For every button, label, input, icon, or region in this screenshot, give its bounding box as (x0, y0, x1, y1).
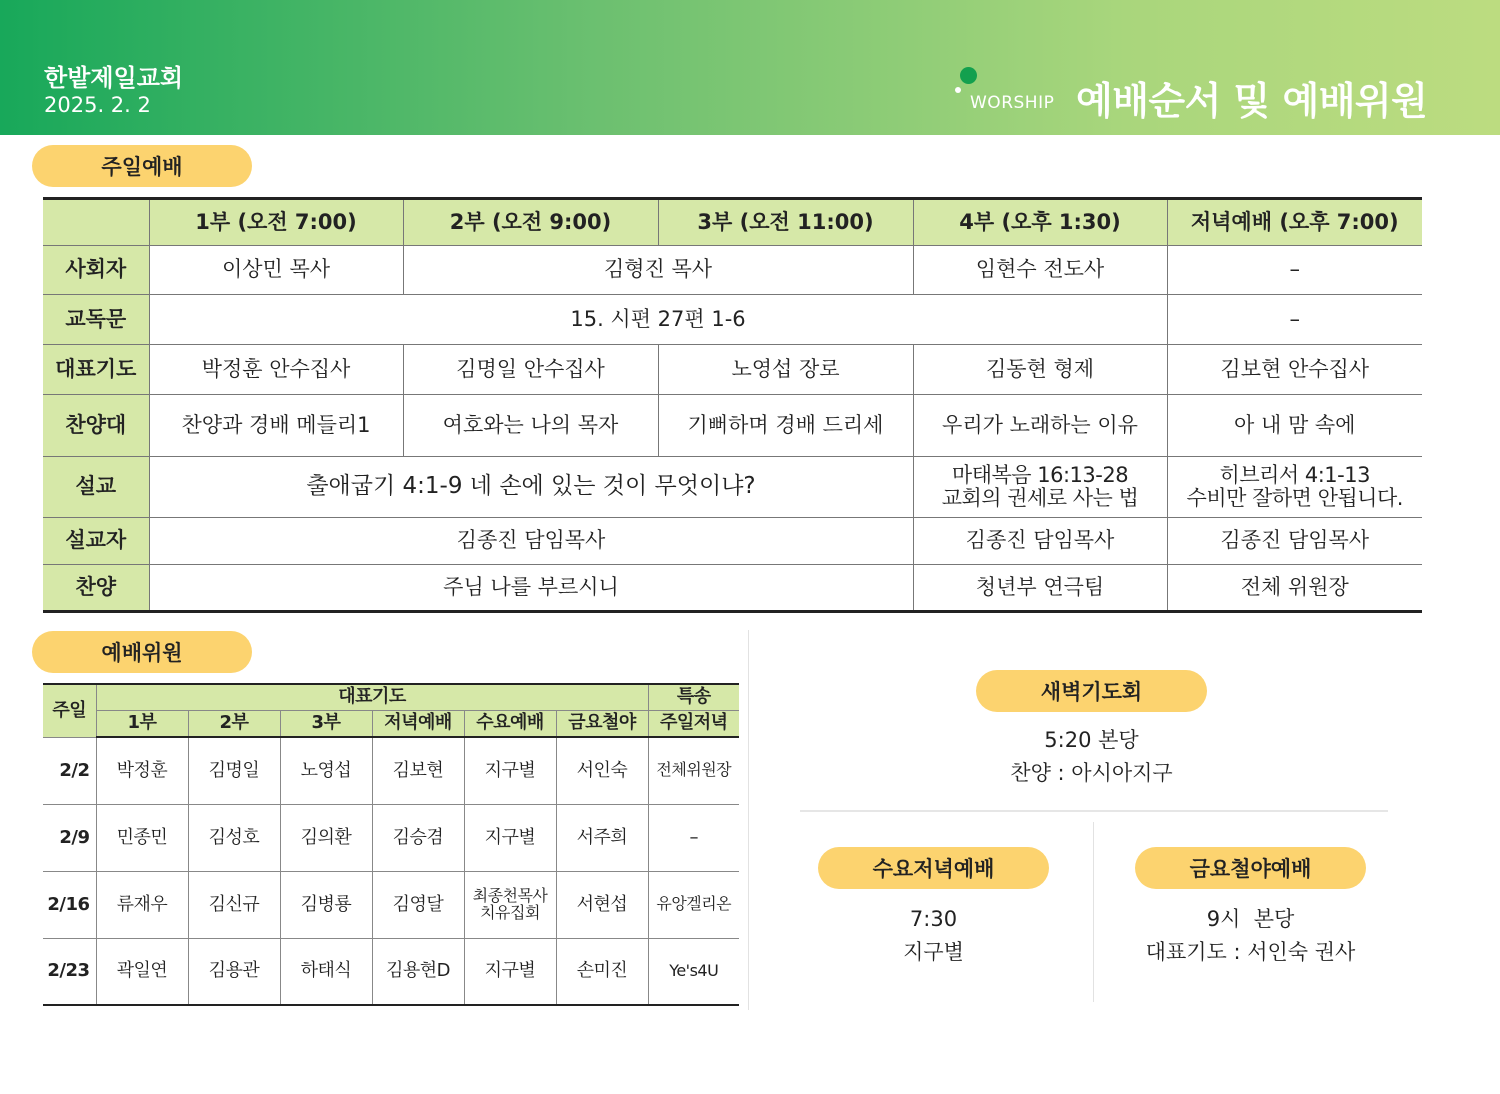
bulletin-date: 2025. 2. 2 (44, 93, 151, 117)
row-header: 설교자 (43, 518, 149, 565)
table-cell (913, 457, 1167, 518)
col-header: 1부 (오전 7:00) (149, 199, 403, 246)
table-cell: 전체위원장 (648, 737, 739, 804)
table-header-row (43, 199, 1422, 246)
table-cell: 김용현D (372, 938, 464, 1005)
committee-header-row (43, 684, 739, 710)
table-row (43, 871, 739, 938)
table-cell: 김승겸 (372, 804, 464, 871)
cell-line: 치유집회 (480, 902, 540, 922)
table-cell: 손미진 (556, 938, 648, 1005)
table-cell: 전체 위원장 (1167, 565, 1422, 612)
row-header: 찬양대 (43, 395, 149, 457)
dawn-time-place: 5:20 본당 (1044, 728, 1139, 752)
friday-prayer: 대표기도 : 서인숙 권사 (1145, 940, 1356, 964)
wednesday-group: 지구별 (903, 940, 964, 964)
friday-time-place: 9시 본당 (1206, 907, 1295, 931)
dawn-praise: 찬양 : 아시아지구 (1010, 761, 1173, 785)
wednesday-time: 7:30 (909, 907, 958, 931)
section-label-committee: 예배위원 (32, 631, 252, 673)
table-cell: 김형진 목사 (403, 246, 913, 295)
table-cell (464, 871, 556, 938)
subheader: 저녁예배 (372, 710, 464, 737)
row-date: 2/9 (43, 804, 96, 871)
table-cell: 김신규 (188, 871, 280, 938)
table-row-preacher (43, 518, 1422, 565)
table-cell: 서주희 (556, 804, 648, 871)
table-cell: 김의환 (280, 804, 372, 871)
table-cell: 김명일 안수집사 (403, 345, 658, 395)
table-row-sermon (43, 457, 1422, 518)
divider (748, 630, 749, 1010)
row-date: 2/16 (43, 871, 96, 938)
table-row (43, 737, 739, 804)
section-label-wednesday: 수요저녁예배 (818, 847, 1049, 889)
table-cell: 아 내 맘 속에 (1167, 395, 1422, 457)
section-label-friday: 금요철야예배 (1135, 847, 1366, 889)
page-title: 예배순서 및 예배위원 (1076, 79, 1428, 123)
table-cell: 곽일연 (96, 938, 188, 1005)
table-cell (1167, 457, 1422, 518)
table-cell: 15. 시편 27편 1-6 (149, 295, 1167, 345)
table-cell: 노영섭 장로 (658, 345, 913, 395)
table-cell: – (1167, 246, 1422, 295)
sermon-title: 수비만 잘하면 안됩니다. (1186, 486, 1403, 510)
table-cell: – (1167, 295, 1422, 345)
table-row-reading (43, 295, 1422, 345)
table-cell: 지구별 (464, 804, 556, 871)
sermon-passage: 마태복음 16:13-28 (951, 462, 1129, 487)
col-header: 4부 (오후 1:30) (913, 199, 1167, 246)
subheader: 금요철야 (556, 710, 648, 737)
table-cell: 서현섭 (556, 871, 648, 938)
section-label-sunday: 주일예배 (32, 145, 252, 187)
table-row-prayer (43, 345, 1422, 395)
table-cell: 지구별 (464, 737, 556, 804)
table-cell: 유앙겔리온 (648, 871, 739, 938)
table-cell: 민종민 (96, 804, 188, 871)
table-cell: 주님 나를 부르시니 (149, 565, 913, 612)
table-cell: 우리가 노래하는 이유 (913, 395, 1167, 457)
row-date: 2/2 (43, 737, 96, 804)
table-cell: 지구별 (464, 938, 556, 1005)
col-header-prayer: 대표기도 (96, 684, 648, 710)
sermon-passage: 히브리서 4:1-13 (1219, 462, 1370, 487)
row-header: 찬양 (43, 565, 149, 612)
table-cell: 청년부 연극팀 (913, 565, 1167, 612)
row-date: 2/23 (43, 938, 96, 1005)
table-cell: Ye's4U (648, 938, 739, 1005)
table-cell: 김종진 담임목사 (149, 518, 913, 565)
table-cell: 김동현 형제 (913, 345, 1167, 395)
sermon-title: 교회의 권세로 사는 법 (941, 486, 1139, 510)
header-banner (0, 0, 1500, 135)
table-cell: 하태식 (280, 938, 372, 1005)
table-cell: 찬양과 경배 메들리1 (149, 395, 403, 457)
worship-label-en: WORSHIP (970, 93, 1055, 113)
table-cell: 김영달 (372, 871, 464, 938)
table-cell: 김보현 안수집사 (1167, 345, 1422, 395)
table-cell: 김병룡 (280, 871, 372, 938)
table-cell: 여호와는 나의 목자 (403, 395, 658, 457)
cell-line: 최종천목사 (472, 885, 548, 905)
subheader: 3부 (280, 710, 372, 737)
divider (800, 810, 1388, 812)
sunday-service-table (43, 197, 1422, 613)
col-header: 3부 (오전 11:00) (658, 199, 913, 246)
col-header: 2부 (오전 9:00) (403, 199, 658, 246)
table-row (43, 804, 739, 871)
green-dot-icon (960, 67, 977, 84)
row-header: 설교 (43, 457, 149, 518)
subheader: 1부 (96, 710, 188, 737)
table-cell: 노영섭 (280, 737, 372, 804)
table-cell: 이상민 목사 (149, 246, 403, 295)
divider (1093, 822, 1094, 1002)
row-header: 교독문 (43, 295, 149, 345)
subheader: 주일저녁 (648, 710, 739, 737)
table-cell: 김용관 (188, 938, 280, 1005)
table-cell: 김성호 (188, 804, 280, 871)
table-row-choir (43, 395, 1422, 457)
subheader: 수요예배 (464, 710, 556, 737)
col-header: 저녁예배 (오후 7:00) (1167, 199, 1422, 246)
table-cell: 김명일 (188, 737, 280, 804)
committee-table (43, 683, 739, 1006)
table-cell: 서인숙 (556, 737, 648, 804)
table-cell: 박정훈 (96, 737, 188, 804)
wednesday-info (818, 903, 1049, 969)
row-header: 대표기도 (43, 345, 149, 395)
friday-info (1110, 903, 1391, 969)
table-row (43, 938, 739, 1005)
dawn-info (976, 724, 1207, 790)
header-corner (43, 199, 149, 246)
table-cell: 류재우 (96, 871, 188, 938)
col-header-special: 특송 (648, 684, 739, 710)
table-row-host (43, 246, 1422, 295)
table-cell: 출애굽기 4:1-9 네 손에 있는 것이 무엇이냐? (149, 457, 913, 518)
table-cell: – (648, 804, 739, 871)
row-header: 사회자 (43, 246, 149, 295)
table-cell: 김보현 (372, 737, 464, 804)
col-header-sunday: 주일 (43, 684, 96, 737)
section-label-dawn: 새벽기도회 (976, 670, 1207, 712)
table-row-hymn (43, 565, 1422, 612)
subheader: 2부 (188, 710, 280, 737)
table-cell: 김종진 담임목사 (1167, 518, 1422, 565)
white-dot-icon (955, 87, 961, 93)
table-cell: 기뻐하며 경배 드리세 (658, 395, 913, 457)
table-cell: 박정훈 안수집사 (149, 345, 403, 395)
table-cell: 임현수 전도사 (913, 246, 1167, 295)
table-cell: 김종진 담임목사 (913, 518, 1167, 565)
committee-subheader-row (43, 710, 739, 737)
church-name: 한밭제일교회 (44, 64, 184, 92)
